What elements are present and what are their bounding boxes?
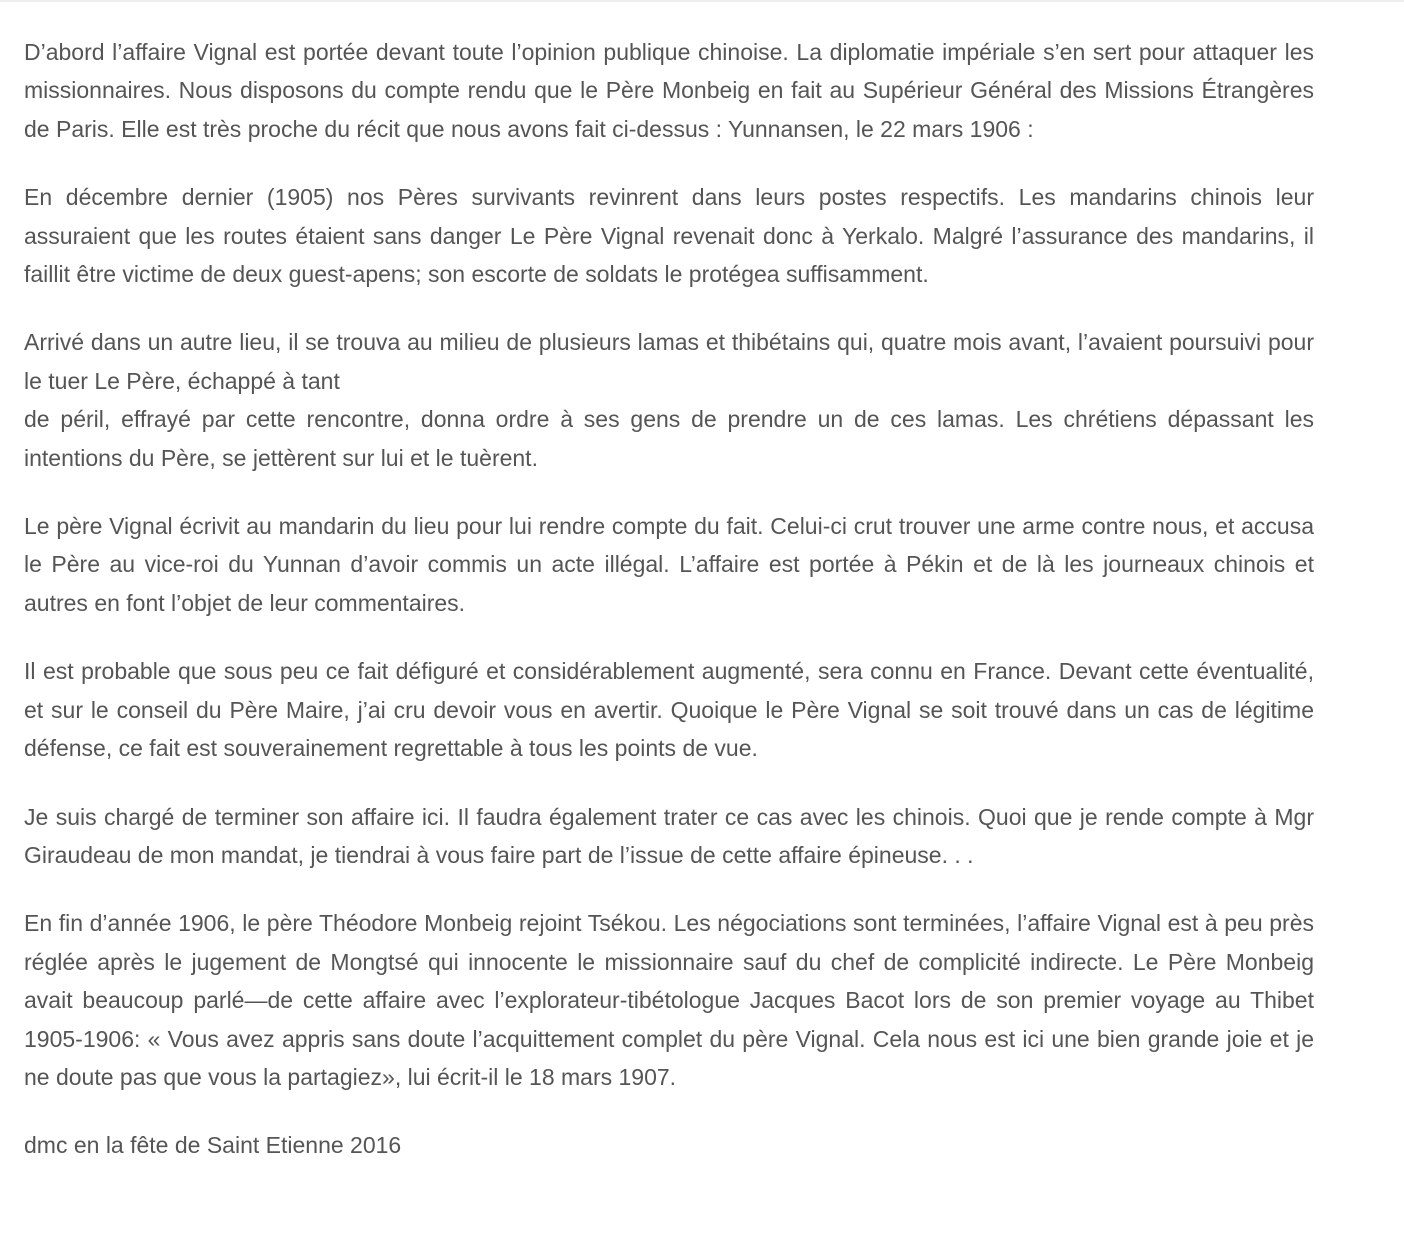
paragraph-mandarin-report: Le père Vignal écrivit au mandarin du lieu pour lui rendre compte du fait. Celui-ci crut trouver une arme contre nous, et accusa le Père au vice-roi du Yunnan d’avoir commis un acte illégal. L’affaire est portée à Pékin et de là les journeaux chinois et autres en font l’objet de leur commentaires. [24,513,1314,616]
paragraph-lama-encounter-line-1: Arrivé dans un autre lieu, il se trouva au milieu de plusieurs lamas et thibétains qui, quatre mois avant, l’avaient poursuivi pour le tuer Le Père, échappé à tant [24,329,1314,394]
paragraph-conclusion: En fin d’année 1906, le père Théodore Monbeig rejoint Tsékou. Les négociations sont terminées, l’affaire Vignal est à peu près réglée après le jugement de Mongtsé qui innocente le missionnaire sauf du chef de complicité indirecte. Le Père Monbeig avait beaucoup parlé—de cette affaire avec l’explorateur-tibétologue Jacques Bacot lors de son premier voyage au Thibet 1905-1906: « Vous avez appris sans doute l’acquittement complet du père Vignal. Cela nous est ici une bien grande joie et je ne doute pas que vous la partagiez», lui écrit-il le 18 mars 1907. [24,910,1314,1090]
paragraph-return-to-yerkalo: En décembre dernier (1905) nos Pères survivants revinrent dans leurs postes respectifs. Les mandarins chinois leur assuraient que les routes étaient sans danger Le Père Vignal revenait donc à Yerkalo. Malgré l’assurance des mandarins, il faillit être victime de deux guest-apens; son escorte de soldats le protégea suffisamment. [24,184,1314,288]
top-divider [0,0,1404,2]
paragraph-mandate: Je suis chargé de terminer son affaire ici. Il faudra également trater ce cas avec les chinois. Quoi que je rende compte à Mgr Giraudeau de mon mandat, je tiendrai à vous faire part de l’issue de cette affaire épineuse. . . [24,803,1314,868]
article-body [24,33,1314,1165]
paragraph-warning: Il est probable que sous peu ce fait défiguré et considérablement augmenté, sera connu en France. Devant cette éventualité, et sur le conseil du Père Maire, j’ai cru devoir vous en avertir. Quoique le Père Vignal se soit trouvé dans un cas de légitime défense, ce fait est souverainement regrettable à tous les points de vue. [24,658,1314,762]
paragraph-intro: D’abord l’affaire Vignal est portée devant toute l’opinion publique chinoise. La diplomatie impériale s’en sert pour attaquer les missionnaires. Nous disposons du compte rendu que le Père Monbeig en fait au Supérieur Général des Missions Étrangères de Paris. Elle est très proche du récit que nous avons fait ci-dessus : Yunnansen, le 22 mars 1906 : [24,39,1314,142]
paragraph-lama-encounter-line-2: de péril, effrayé par cette rencontre, donna ordre à ses gens de prendre un de ces lamas. Les chrétiens dépassant les intentions du Père, se jettèrent sur lui et le tuèrent. [24,406,1314,471]
signature-line: dmc en la fête de Saint Etienne 2016 [24,1132,402,1159]
paragraph-lama-encounter [24,323,1314,477]
